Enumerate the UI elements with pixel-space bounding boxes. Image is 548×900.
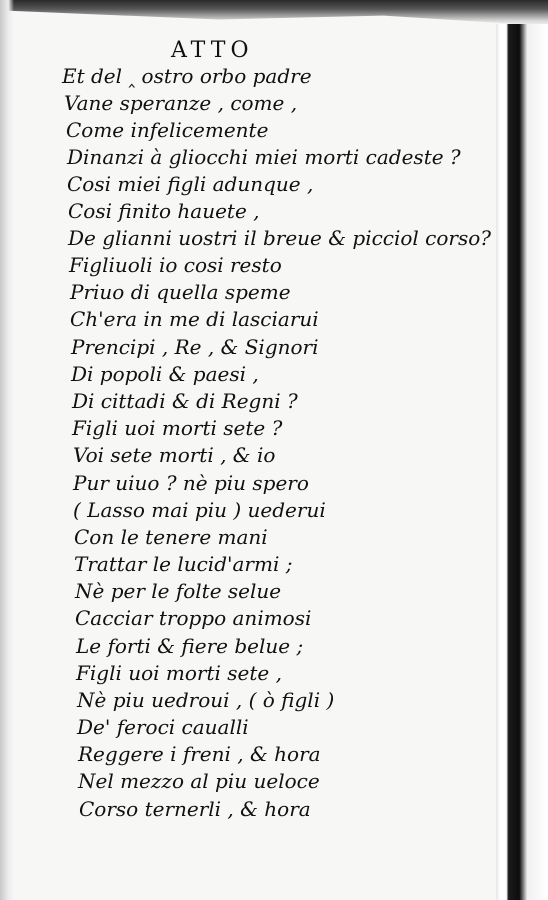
- verse-line: Dinanzi à gliocchi miei morti cadeste ?: [67, 145, 461, 169]
- verse-line: Voi sete morti , & io: [73, 443, 276, 467]
- verse-line: Trattar le lucid'armi ;: [74, 552, 293, 576]
- verse-line: Pur uiuo ? nè piu spero: [73, 471, 309, 495]
- verse-line: Reggere i freni , & hora: [78, 742, 321, 766]
- verse-line: Corso ternerli , & hora: [79, 797, 311, 821]
- verse-line: Et del ‸ ostro orbo padre: [62, 64, 312, 88]
- verse-line: De' feroci caualli: [77, 715, 249, 739]
- verse-line: Prencipi , Re , & Signori: [71, 335, 319, 359]
- verse-line: Di cittadi & di Regni ?: [72, 389, 298, 413]
- verse-line: Figli uoi morti sete ?: [72, 416, 283, 440]
- verse-line: Nè piu uedroui , ( ò figli ): [77, 688, 335, 712]
- verse-line: Come infelicemente: [66, 118, 269, 142]
- page-spine-edge: [496, 24, 548, 900]
- verse-line: ( Lasso mai piu ) uederui: [73, 498, 326, 522]
- verse-line: Cacciar troppo animosi: [75, 606, 312, 630]
- verse-line: Priuo di quella speme: [70, 280, 291, 304]
- verse-line: Cosi finito hauete ,: [68, 199, 260, 223]
- verse-line: De glianni uostri il breue & picciol corso?: [68, 226, 492, 250]
- verse-line: Di popoli & paesi ,: [71, 362, 259, 386]
- act-heading: ATTO: [171, 38, 254, 63]
- verse-line: Figli uoi morti sete ,: [76, 661, 282, 685]
- verse-line: Cosi miei figli adunque ,: [67, 172, 314, 196]
- verse-line: Nel mezzo al piu ueloce: [78, 769, 320, 793]
- verse-line: Vane speranze , come ,: [64, 91, 298, 115]
- verse-line: Ch'era in me di lasciarui: [70, 307, 319, 331]
- verse-line: Le forti & fiere belue ;: [76, 634, 304, 658]
- verse-line: Con le tenere mani: [74, 525, 268, 549]
- verse-line: Figliuoli io cosi resto: [69, 253, 282, 277]
- verse-line: Nè per le folte selue: [75, 579, 282, 603]
